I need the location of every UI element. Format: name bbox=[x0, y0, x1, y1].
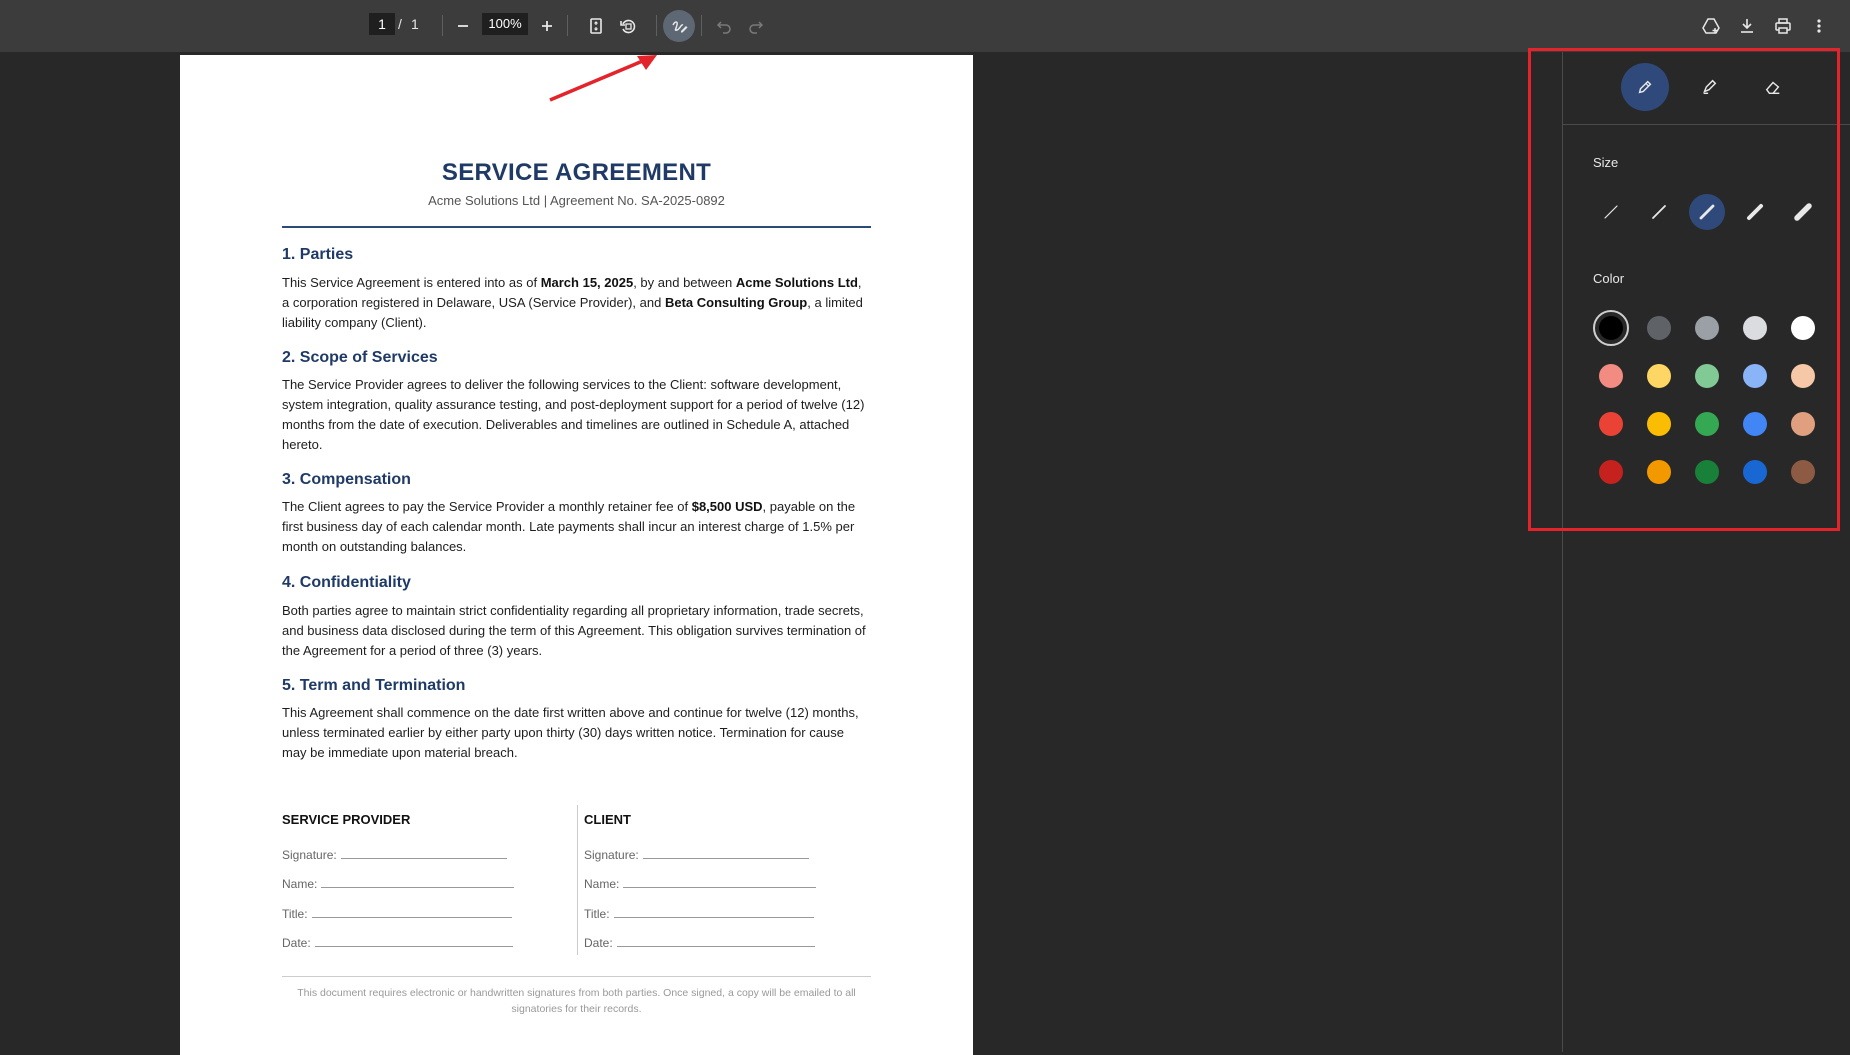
print-button[interactable] bbox=[1767, 10, 1799, 42]
toolbar-divider bbox=[656, 15, 657, 36]
red-highlight-box bbox=[1528, 48, 1840, 531]
fit-page-icon bbox=[586, 16, 606, 36]
color-label: Color bbox=[1593, 271, 1625, 286]
provider-signature-block bbox=[282, 800, 410, 827]
document-title: SERVICE AGREEMENT bbox=[441, 159, 712, 186]
client-signature-field[interactable] bbox=[584, 846, 809, 862]
body-text: The Client agrees to pay the Service Provider a monthly retainer fee of bbox=[282, 499, 692, 514]
section-heading: 4. Confidentiality bbox=[282, 574, 411, 591]
client-name-field[interactable] bbox=[584, 875, 816, 891]
provider-date-field[interactable] bbox=[282, 934, 513, 950]
bold-text: Beta Consulting Group bbox=[664, 295, 808, 310]
more-vert-icon bbox=[1809, 16, 1829, 36]
client-signature-block bbox=[584, 800, 631, 827]
print-icon bbox=[1773, 16, 1793, 36]
section-body bbox=[282, 497, 871, 557]
signature-line bbox=[321, 875, 514, 888]
toolbar-divider bbox=[567, 15, 568, 36]
client-heading: CLIENT bbox=[584, 812, 631, 827]
section-heading: 5. Term and Termination bbox=[282, 677, 466, 694]
page-separator: / bbox=[398, 16, 402, 32]
field-label: Date: bbox=[584, 936, 613, 950]
body-text: , a limited liability company (Client). bbox=[282, 295, 863, 330]
body-text: This Service Agreement is entered into as of bbox=[282, 275, 541, 290]
rotate-icon bbox=[618, 16, 638, 36]
more-options-button[interactable] bbox=[1803, 10, 1835, 42]
signature-line bbox=[341, 846, 507, 859]
bold-text: Acme Solutions Ltd bbox=[735, 275, 858, 290]
field-label: Title: bbox=[584, 907, 610, 921]
fit-page-button[interactable] bbox=[580, 10, 612, 42]
plus-icon bbox=[537, 16, 557, 36]
client-title-field[interactable] bbox=[584, 905, 814, 921]
provider-name-field[interactable] bbox=[282, 875, 514, 891]
field-label: Name: bbox=[282, 877, 318, 891]
section-body bbox=[282, 273, 871, 333]
undo-icon bbox=[714, 16, 734, 36]
document-subtitle: Acme Solutions Ltd | Agreement No. SA-2025-0892 bbox=[428, 193, 725, 208]
zoom-in-button[interactable] bbox=[531, 10, 563, 42]
footer-rule bbox=[282, 976, 871, 977]
redo-button[interactable] bbox=[740, 10, 772, 42]
zoom-input[interactable]: 100% bbox=[482, 13, 528, 35]
signature-divider bbox=[577, 805, 578, 955]
download-icon bbox=[1737, 16, 1757, 36]
section-body bbox=[282, 703, 871, 763]
pdf-toolbar bbox=[0, 0, 1850, 52]
field-label: Signature: bbox=[584, 848, 639, 862]
footer-note: This document requires electronic or handwritten signatures from both parties. Once signed, a copy will be emailed to all signatories for their records. bbox=[297, 987, 856, 1015]
section-body bbox=[282, 375, 871, 455]
body-text: Both parties agree to maintain strict confidentiality regarding all proprietary information, trade secrets, and business data disclosed during the term of this Agreement. This obligation survives termination of the Agreement for a period of three (3) years. bbox=[282, 603, 866, 658]
size-label: Size bbox=[1593, 155, 1619, 170]
body-text: The Service Provider agrees to deliver the following services to the Client: software development, system integration, quality assurance testing, and post-deployment support for a period of twelve (12) months from the date of execution. Deliverables and timelines are outlined in Schedule A, attached hereto. bbox=[282, 377, 865, 452]
signature-line bbox=[614, 905, 814, 918]
body-text: , a corporation registered in Delaware, USA (Service Provider), and bbox=[282, 275, 862, 310]
annotate-button[interactable] bbox=[663, 10, 695, 42]
drive-icon bbox=[1701, 16, 1721, 36]
signature-line bbox=[315, 934, 513, 947]
client-date-field[interactable] bbox=[584, 934, 815, 950]
section-heading: 3. Compensation bbox=[282, 471, 411, 488]
bold-text: $8,500 USD bbox=[691, 499, 763, 514]
total-pages: 1 bbox=[411, 16, 419, 32]
section-heading: 2. Scope of Services bbox=[282, 349, 438, 366]
title-rule bbox=[282, 226, 871, 228]
signature-line bbox=[623, 875, 816, 888]
body-text: , payable on the first business day of each calendar month. Late payments shall incur an interest charge of 1.5% per month on outstanding balances. bbox=[282, 499, 856, 554]
current-page-input[interactable]: 1 bbox=[369, 13, 395, 35]
field-label: Title: bbox=[282, 907, 308, 921]
body-text: This Agreement shall commence on the date first written above and continue for twelve (12) months, unless terminated earlier by either party upon thirty (30) days written notice. Termination for cause may be immediate upon material breach. bbox=[282, 705, 859, 760]
signature-line bbox=[617, 934, 815, 947]
provider-signature-field[interactable] bbox=[282, 846, 507, 862]
rotate-button[interactable] bbox=[612, 10, 644, 42]
toolbar-divider bbox=[442, 15, 443, 36]
field-label: Date: bbox=[282, 936, 311, 950]
pdf-page[interactable] bbox=[180, 55, 973, 1055]
signature-line bbox=[643, 846, 809, 859]
field-label: Signature: bbox=[282, 848, 337, 862]
bold-text: March 15, 2025 bbox=[540, 275, 634, 290]
section-body bbox=[282, 601, 871, 661]
zoom-out-button[interactable] bbox=[447, 10, 479, 42]
toolbar-divider bbox=[701, 15, 702, 36]
undo-button[interactable] bbox=[708, 10, 740, 42]
field-label: Name: bbox=[584, 877, 620, 891]
provider-heading: SERVICE PROVIDER bbox=[282, 812, 411, 827]
provider-title-field[interactable] bbox=[282, 905, 512, 921]
add-to-drive-button[interactable] bbox=[1695, 10, 1727, 42]
download-button[interactable] bbox=[1731, 10, 1763, 42]
redo-icon bbox=[746, 16, 766, 36]
minus-icon bbox=[453, 16, 473, 36]
red-arrow-annotation bbox=[545, 50, 665, 105]
section-heading: 1. Parties bbox=[282, 246, 354, 263]
body-text: , by and between bbox=[633, 275, 736, 290]
draw-icon bbox=[669, 16, 689, 36]
signature-line bbox=[312, 905, 512, 918]
